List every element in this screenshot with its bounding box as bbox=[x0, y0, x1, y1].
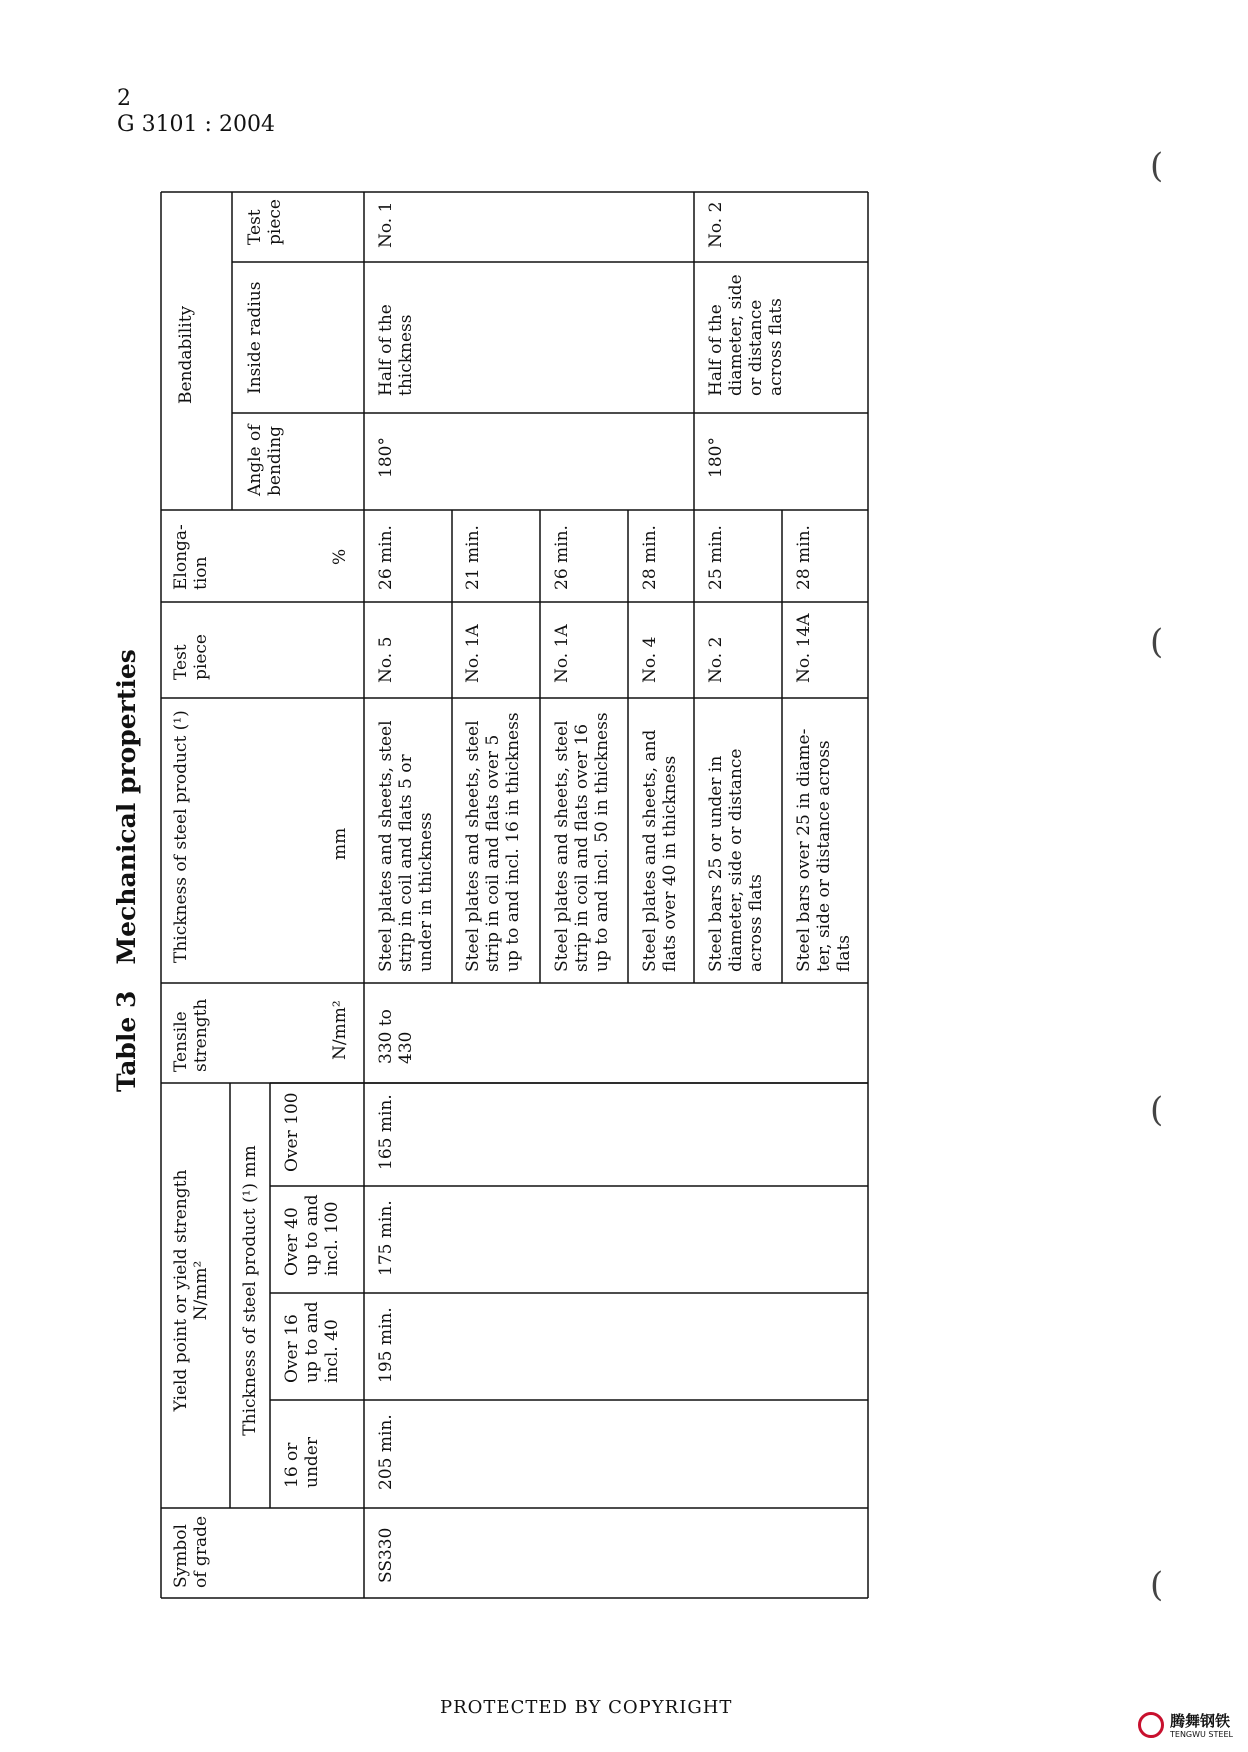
header-yield-col-3: Over 40 up to and incl. 100 bbox=[282, 1194, 342, 1276]
elongation-row-6: 28 min. bbox=[794, 525, 814, 590]
company-logo bbox=[1138, 1708, 1243, 1744]
bend-angle-1: 180° bbox=[376, 437, 396, 478]
thickness-row-5: Steel bars 25 or under in diameter, side or distance across flats bbox=[706, 748, 766, 972]
thickness-row-1: Steel plates and sheets, steel strip in coil and flats 5 or under in thickness bbox=[376, 720, 436, 972]
logo-text-en: TENGWU STEEL bbox=[1170, 1730, 1233, 1739]
elongation-row-3: 26 min. bbox=[552, 525, 572, 590]
bend-radius-2: Half of the diameter, side or distance across flats bbox=[706, 274, 786, 396]
header-elongation: Elonga- tion bbox=[171, 524, 211, 590]
header-test-piece: Test piece bbox=[171, 634, 211, 680]
elongation-row-5: 25 min. bbox=[706, 525, 726, 590]
bend-radius-1: Half of the thickness bbox=[376, 304, 416, 396]
thickness-row-4: Steel plates and sheets, and flats over 40 in thickness bbox=[640, 729, 680, 972]
header-yield: Yield point or yield strength N/mm² bbox=[171, 1169, 211, 1412]
test-piece-row-3: No. 1A bbox=[552, 624, 572, 683]
yield-value-4: 165 min. bbox=[376, 1094, 396, 1170]
test-piece-row-6: No. 14A bbox=[794, 613, 814, 683]
binding-mark: ( bbox=[1150, 1565, 1164, 1605]
header-thickness-unit: mm bbox=[330, 827, 350, 860]
thickness-row-6: Steel bars over 25 in diame- ter, side or distance across flats bbox=[794, 728, 854, 972]
binding-mark: ( bbox=[1150, 1090, 1164, 1130]
header-bend-angle: Angle of bending bbox=[245, 424, 285, 496]
logo-mark-icon bbox=[1138, 1712, 1164, 1738]
thickness-row-2: Steel plates and sheets, steel strip in coil and flats over 5 up to and incl. 16 in thickness bbox=[463, 712, 523, 972]
bend-angle-2: 180° bbox=[706, 437, 726, 478]
header-elongation-unit: % bbox=[330, 548, 350, 565]
test-piece-row-2: No. 1A bbox=[463, 624, 483, 683]
binding-mark: ( bbox=[1150, 146, 1164, 186]
page-number: 2 bbox=[117, 86, 131, 111]
header-tensile-unit: N/mm² bbox=[330, 1000, 350, 1060]
tensile-value: 330 to 430 bbox=[376, 1009, 416, 1064]
elongation-row-2: 21 min. bbox=[463, 525, 483, 590]
header-thickness: Thickness of steel product (¹) bbox=[171, 710, 191, 963]
header-bend-test-piece: Test piece bbox=[245, 199, 285, 245]
header-yield-col-2: Over 16 up to and incl. 40 bbox=[282, 1301, 342, 1383]
header-tensile: Tensile strength bbox=[171, 998, 211, 1072]
bend-test-piece-1: No. 1 bbox=[376, 201, 396, 248]
test-piece-row-1: No. 5 bbox=[376, 636, 396, 683]
header-yield-thickness: Thickness of steel product (¹) mm bbox=[240, 1145, 260, 1436]
bend-test-piece-2: No. 2 bbox=[706, 201, 726, 248]
yield-value-2: 195 min. bbox=[376, 1307, 396, 1383]
table-caption: Table 3 Mechanical properties bbox=[112, 649, 141, 1092]
header-yield-col-4: Over 100 bbox=[282, 1092, 302, 1172]
yield-value-1: 205 min. bbox=[376, 1414, 396, 1490]
header-symbol: Symbol of grade bbox=[171, 1515, 211, 1588]
header-bend-radius: Inside radius bbox=[245, 281, 265, 394]
grade-symbol: SS330 bbox=[376, 1527, 396, 1583]
elongation-row-1: 26 min. bbox=[376, 525, 396, 590]
test-piece-row-4: No. 4 bbox=[640, 636, 660, 683]
binding-mark: ( bbox=[1150, 622, 1164, 662]
test-piece-row-5: No. 2 bbox=[706, 636, 726, 683]
copyright-notice: PROTECTED BY COPYRIGHT bbox=[440, 1697, 733, 1718]
logo-text-cn: 腾舞钢铁 bbox=[1170, 1712, 1231, 1730]
header-yield-col-1: 16 or under bbox=[282, 1437, 322, 1488]
elongation-row-4: 28 min. bbox=[640, 525, 660, 590]
yield-value-3: 175 min. bbox=[376, 1200, 396, 1276]
header-bendability: Bendability bbox=[176, 305, 196, 404]
standard-id: G 3101 : 2004 bbox=[117, 112, 275, 137]
thickness-row-3: Steel plates and sheets, steel strip in coil and flats over 16 up to and incl. 50 in thickness bbox=[552, 712, 612, 972]
